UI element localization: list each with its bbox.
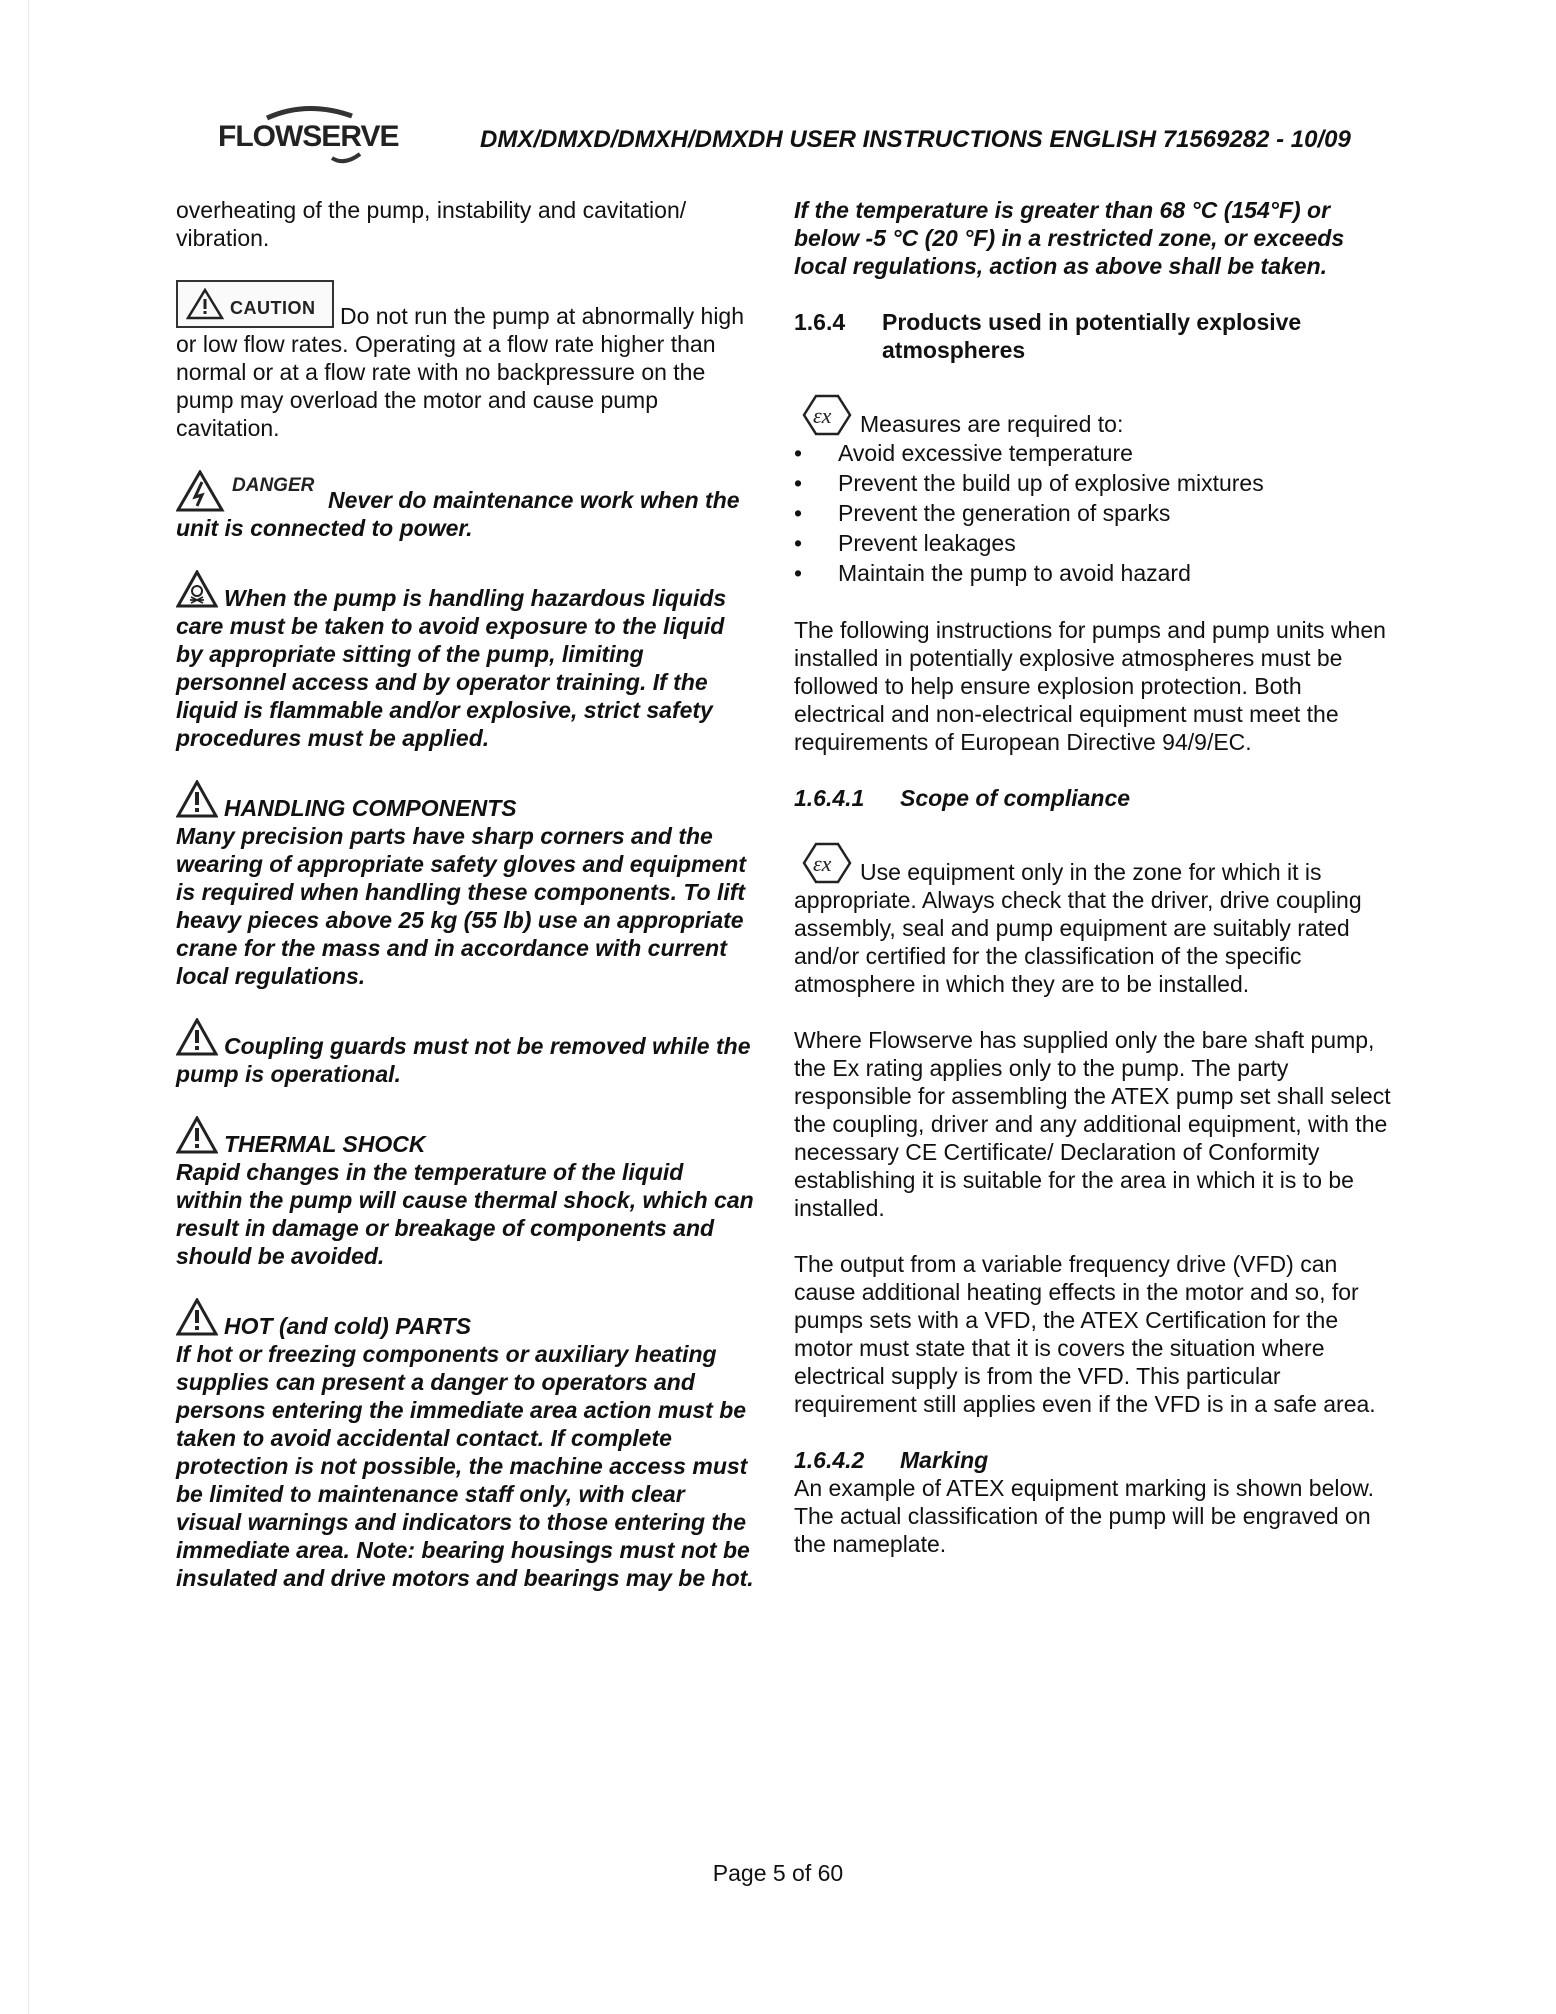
left-column (176, 196, 756, 1620)
warning-triangle-icon (176, 780, 218, 818)
subsection-title: Scope of compliance (900, 785, 1131, 811)
vfd-paragraph: The output from a variable frequency drive (VFD) can cause additional heating effects in the motor and so, for pumps sets with a VFD, the ATEX Certification for the motor must state that it is covers the situation where electrical supply is from the VFD. This particular requirement still applies even if the VFD is in a safe area. (794, 1251, 1376, 1417)
measures-list (794, 438, 1394, 588)
subsection-heading-1-6-4-2 (794, 1446, 1394, 1474)
marking-paragraph: An example of ATEX equipment marking is shown below. The actual classification of the pump will be engraved on the nameplate. (794, 1475, 1374, 1557)
document-title: DMX/DMXD/DMXH/DMXDH USER INSTRUCTIONS ENGLISH 71569282 - 10/09 (480, 126, 1351, 153)
hot-parts-title: HOT (and cold) PARTS (224, 1313, 472, 1339)
scope-paragraph (794, 840, 1394, 998)
measures-intro: Measures are required to: (860, 411, 1124, 437)
danger-paragraph (176, 470, 756, 542)
flowserve-logo (212, 100, 402, 180)
warning-triangle-icon (176, 1116, 218, 1154)
caution-label: CAUTION (230, 298, 316, 318)
coupling-text: Coupling guards must not be removed while the pump is operational. (176, 1033, 751, 1087)
section-title: Products used in potentially explosive atmospheres (882, 309, 1302, 363)
danger-text: Never do maintenance work when the unit is connected to power. (176, 487, 740, 541)
subsection-number: 1.6.4.1 (794, 785, 865, 811)
caution-text: Do not run the pump at abnormally high or low flow rates. Operating at a flow rate higher than normal or at a flow rate with no backpressure on the pump may overload the motor and cause pump cavitation. (176, 303, 745, 441)
ex-explosion-icon (794, 840, 854, 886)
scope-text: Use equipment only in the zone for which it is appropriate. Always check that the driver, drive coupling assembly, seal and pump equipment are suitably rated and/or certified for the classification of the specific atmosphere in which they are to be installed. (794, 859, 1362, 997)
section-number: 1.6.4 (794, 309, 846, 335)
measures-intro-paragraph (794, 392, 1394, 438)
paragraph-overheating: overheating of the pump, instability and cavitation/ vibration. (176, 197, 687, 251)
subsection-title: Marking (900, 1447, 989, 1473)
coupling-paragraph (176, 1018, 756, 1088)
handling-title: HANDLING COMPONENTS (224, 795, 517, 821)
hot-parts-paragraph (176, 1298, 756, 1592)
list-item: • Maintain the pump to avoid hazard (794, 558, 1394, 588)
hot-parts-text: If hot or freezing components or auxiliary heating supplies can present a danger to operators and persons entering the immediate area action must be taken to avoid accidental contact. If complete protection is not possible, the machine access must be limited to maintenance staff only, with clear visual warnings and indicators to those entering the immediate area. Note: bearing housings must not be insulated and drive motors and bearings may be hot. (176, 1341, 754, 1591)
subsection-heading-1-6-4-1 (794, 784, 1394, 812)
handling-text: Many precision parts have sharp corners and the wearing of appropriate safety gloves and equipment is required when handling these components. To lift heavy pieces above 25 kg (55 lb) use an appropriate crane for the mass and in accordance with current local regulations. (176, 823, 747, 989)
hazardous-liquids-paragraph (176, 570, 756, 752)
danger-sign (176, 470, 324, 514)
caution-sign (176, 280, 334, 328)
warning-triangle-icon (176, 1298, 218, 1336)
temperature-paragraph: If the temperature is greater than 68 °C (154°F) or below -5 °C (20 °F) in a restricted zone, or exceeds local regulations, action as above shall be taken. (794, 197, 1345, 279)
subsection-number: 1.6.4.2 (794, 1447, 865, 1473)
thermal-text: Rapid changes in the temperature of the liquid within the pump will cause thermal shock, which can result in damage or breakage of components and should be avoided. (176, 1159, 754, 1269)
ex-explosion-icon (794, 392, 854, 438)
bare-shaft-paragraph: Where Flowserve has supplied only the bare shaft pump, the Ex rating applies only to the pump. The party responsible for assembling the ATEX pump set shall select the coupling, driver and any additional equipment, with the necessary CE Certificate/ Declaration of Conformity establishing it is suitable for the area in which it is to be installed. (794, 1027, 1391, 1221)
list-item: • Prevent leakages (794, 528, 1394, 558)
svg-text:εx: εx (813, 403, 832, 428)
warning-triangle-icon (186, 288, 224, 320)
toxic-hazard-icon (176, 570, 218, 608)
right-column (794, 196, 1394, 1558)
following-paragraph: The following instructions for pumps and pump units when installed in potentially explosive atmospheres must be followed to help ensure explosion protection. Both electrical and non-electrical equipment must meet the requirements of European Directive 94/9/EC. (794, 617, 1386, 755)
list-item: • Avoid excessive temperature (794, 438, 1394, 468)
logo-text: FLOWSERVE (218, 120, 399, 153)
section-heading-1-6-4 (794, 308, 1394, 364)
danger-label: DANGER (232, 475, 315, 496)
warning-triangle-icon (176, 1018, 218, 1056)
page-edge (28, 0, 29, 2014)
hazard-text: When the pump is handling hazardous liquids care must be taken to avoid exposure to the liquid by appropriate sitting of the pump, limiting personnel access and by operator training. If the liquid is flammable and/or explosive, strict safety procedures must be applied. (176, 585, 727, 751)
thermal-title: THERMAL SHOCK (224, 1131, 426, 1157)
caution-paragraph (176, 280, 756, 442)
list-item: • Prevent the generation of sparks (794, 498, 1394, 528)
handling-paragraph (176, 780, 756, 990)
page-header (212, 100, 1402, 180)
thermal-paragraph (176, 1116, 756, 1270)
svg-text:εx: εx (813, 851, 832, 876)
page-number: Page 5 of 60 (712, 1860, 844, 1886)
electric-hazard-icon (176, 470, 228, 514)
list-item: • Prevent the build up of explosive mixtures (794, 468, 1394, 498)
